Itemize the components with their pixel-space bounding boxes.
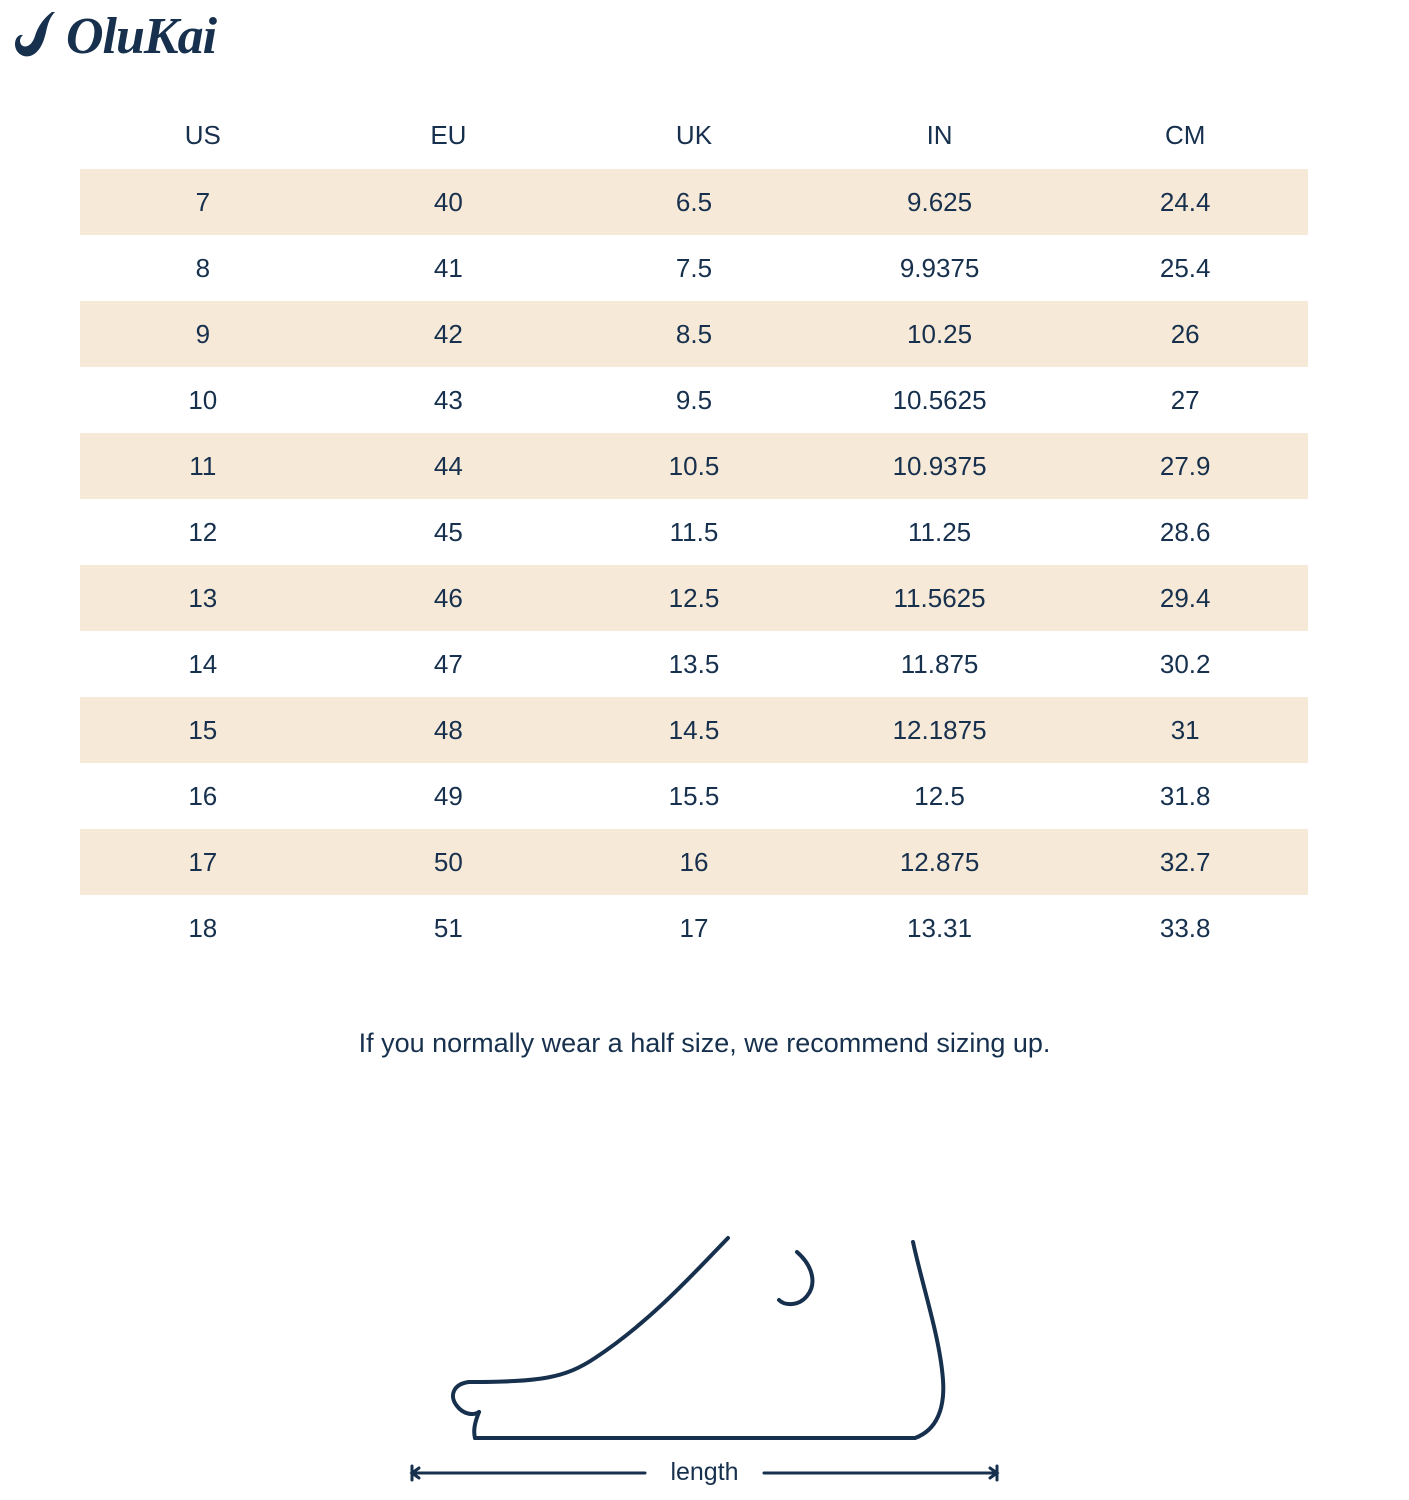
cell-cm: 24.4	[1062, 169, 1308, 235]
right-arrow-icon	[760, 1464, 1000, 1482]
cell-eu: 51	[433, 912, 463, 943]
table-row	[80, 169, 1308, 235]
cell-in: 12.875	[817, 829, 1063, 895]
cell-in: 12.1875	[817, 697, 1063, 763]
column-header-eu: EU	[430, 120, 467, 150]
cell-us: 14	[188, 648, 218, 679]
cell-in: 9.9375	[899, 252, 980, 283]
cell-eu: 47	[433, 648, 463, 679]
cell-in: 10.25	[817, 301, 1063, 367]
cell-us: 12	[188, 516, 218, 547]
cell-uk: 12.5	[571, 565, 817, 631]
cell-uk: 14.5	[571, 697, 817, 763]
cell-cm: 26	[1062, 301, 1308, 367]
table-row	[80, 565, 1308, 631]
length-label: length	[670, 1458, 739, 1486]
cell-eu: 45	[433, 516, 463, 547]
cell-eu: 50	[326, 829, 572, 895]
table-row	[80, 697, 1308, 763]
cell-cm: 25.4	[1159, 252, 1211, 283]
table-row	[80, 499, 1308, 565]
cell-eu: 42	[326, 301, 572, 367]
olukai-wave-icon	[14, 8, 60, 65]
cell-uk: 9.5	[675, 384, 713, 415]
cell-eu: 49	[433, 780, 463, 811]
table-row	[80, 235, 1308, 301]
cell-cm: 31	[1062, 697, 1308, 763]
cell-us: 13	[80, 565, 326, 631]
cell-cm: 31.8	[1159, 780, 1211, 811]
column-header-us: US	[184, 120, 221, 150]
cell-cm: 33.8	[1159, 912, 1211, 943]
table-row	[80, 763, 1308, 829]
cell-uk: 17	[679, 912, 709, 943]
cell-in: 13.31	[907, 912, 973, 943]
cell-eu: 44	[326, 433, 572, 499]
cell-cm: 29.4	[1062, 565, 1308, 631]
table-row	[80, 829, 1308, 895]
cell-cm: 30.2	[1159, 648, 1211, 679]
cell-in: 10.9375	[817, 433, 1063, 499]
cell-cm: 28.6	[1159, 516, 1211, 547]
cell-in: 12.5	[914, 780, 965, 811]
cell-uk: 16	[571, 829, 817, 895]
cell-us: 7	[80, 169, 326, 235]
table-header-row	[80, 112, 1308, 169]
cell-uk: 13.5	[668, 648, 720, 679]
size-conversion-table	[80, 112, 1308, 961]
cell-cm: 32.7	[1062, 829, 1308, 895]
cell-us: 9	[80, 301, 326, 367]
table-row	[80, 895, 1308, 961]
cell-us: 17	[80, 829, 326, 895]
table-row	[80, 301, 1308, 367]
cell-uk: 11.5	[669, 516, 719, 547]
cell-eu: 41	[433, 252, 463, 283]
cell-us: 18	[188, 912, 218, 943]
length-measure-row	[0, 1458, 1409, 1487]
cell-us: 15	[80, 697, 326, 763]
table-row	[80, 433, 1308, 499]
cell-eu: 48	[326, 697, 572, 763]
table-row	[80, 631, 1308, 697]
cell-uk: 15.5	[668, 780, 720, 811]
column-header-in: IN	[926, 120, 953, 150]
cell-eu: 40	[326, 169, 572, 235]
cell-cm: 27.9	[1062, 433, 1308, 499]
cell-us: 16	[188, 780, 218, 811]
cell-in: 10.5625	[892, 384, 987, 415]
cell-us: 8	[195, 252, 211, 283]
cell-us: 10	[188, 384, 218, 415]
column-header-cm: CM	[1164, 120, 1206, 150]
cell-uk: 7.5	[675, 252, 713, 283]
cell-eu: 46	[326, 565, 572, 631]
foot-side-profile-icon	[445, 1230, 965, 1480]
brand-name: OluKai	[66, 7, 217, 65]
cell-in: 11.875	[900, 648, 979, 679]
cell-in: 11.25	[908, 516, 972, 547]
cell-uk: 6.5	[571, 169, 817, 235]
cell-eu: 43	[433, 384, 463, 415]
cell-in: 11.5625	[817, 565, 1063, 631]
table-row	[80, 367, 1308, 433]
sizing-note: If you normally wear a half size, we recommend sizing up.	[358, 1028, 1051, 1058]
cell-in: 9.625	[817, 169, 1063, 235]
foot-measurement-diagram	[0, 1230, 1409, 1480]
cell-us: 11	[80, 433, 326, 499]
cell-uk: 8.5	[571, 301, 817, 367]
left-arrow-icon	[409, 1464, 649, 1482]
brand-logo	[14, 8, 216, 65]
column-header-uk: UK	[675, 120, 713, 150]
cell-cm: 27	[1170, 384, 1200, 415]
cell-uk: 10.5	[571, 433, 817, 499]
